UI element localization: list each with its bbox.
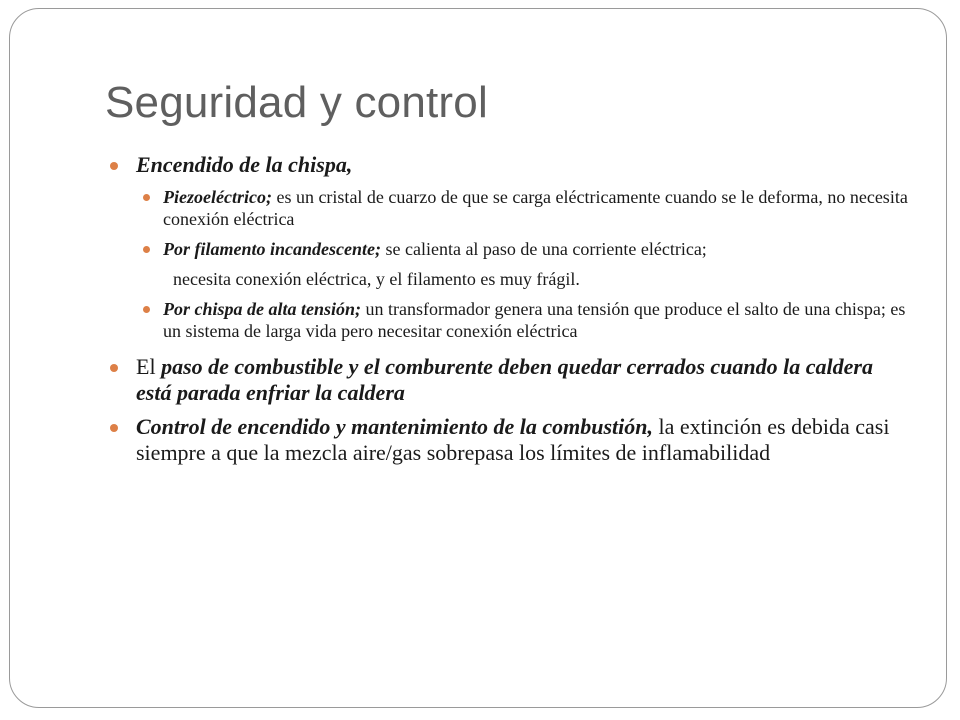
- bullet-encendido: [108, 152, 908, 178]
- bullet-heading: paso de combustible y el comburente deben quedar cerrados cuando la caldera está parada enfriar la caldera: [136, 354, 873, 405]
- bullet-control-encendido: [108, 414, 908, 466]
- bullet-dot-icon: [110, 364, 118, 372]
- sub-bullet-piezoelectrico: [108, 186, 908, 230]
- bullet-dot-icon: [110, 424, 118, 432]
- sub-bullet-heading: Por filamento incandescente;: [163, 239, 381, 259]
- bullet-heading: Control de encendido y mantenimiento de la combustión,: [136, 414, 654, 439]
- slide-title: Seguridad y control: [105, 78, 488, 127]
- bullet-dot-icon: [143, 246, 150, 253]
- bullet-paso-combustible: [108, 354, 908, 406]
- sub-bullet-heading: Piezoeléctrico;: [163, 187, 272, 207]
- sub-bullet-filamento: [108, 238, 908, 260]
- sub-bullet-text: un transformador genera una tensión que produce el salto de una chispa; es un sistema de larga vida pero necesitar conexión eléctrica: [163, 299, 906, 341]
- sub-bullet-continuation: necesita conexión eléctrica, y el filamento es muy frágil.: [173, 269, 580, 289]
- bullet-prefix: El: [136, 354, 162, 379]
- sub-bullet-text: es un cristal de cuarzo de que se carga eléctricamente cuando se le deforma, no necesita conexión eléctrica: [163, 187, 908, 229]
- sub-bullet-heading: Por chispa de alta tensión;: [163, 299, 362, 319]
- bullet-dot-icon: [110, 162, 118, 170]
- sub-bullet-text: se calienta al paso de una corriente eléctrica;: [380, 239, 707, 259]
- sub-bullet-alta-tension: [108, 298, 908, 342]
- bullet-dot-icon: [143, 194, 150, 201]
- bullet-dot-icon: [143, 306, 150, 313]
- bullet-heading: Encendido de la chispa,: [136, 152, 353, 177]
- bullet-text: la extinción es debida casi siempre a que la mezcla aire/gas sobrepasa los límites de inflamabilidad: [136, 414, 890, 465]
- slide-content: [108, 152, 908, 474]
